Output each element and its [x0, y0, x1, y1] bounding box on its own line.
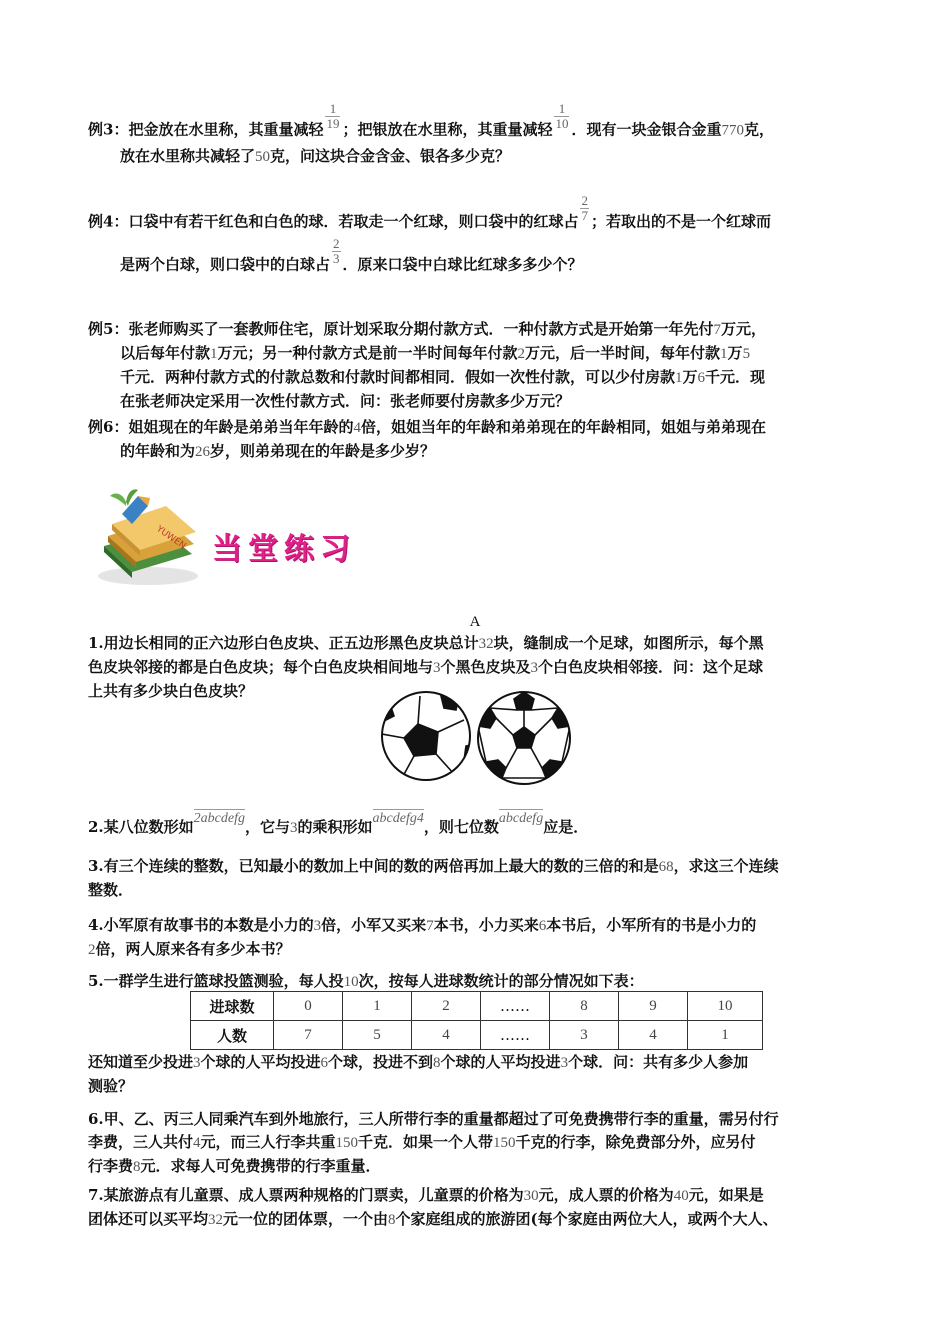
fraction: $\frac{1}{10}$	[555, 101, 569, 131]
problem-5-rest: 还知道至少投进3个球的人平均投进6个球，投进不到8个球的人平均投进3个球．问：共有多少人参加 测验？	[88, 1053, 749, 1095]
example-5-line-1: 例5：张老师购买了一套教师住宅，原计划采取分期付款方式．一种付款方式是开始第一年先付7万元，	[88, 320, 766, 338]
problem-6: 6.甲、乙、丙三人同乘汽车到外地旅行，三人所带行李的重量都超过了可免费携带行李的重量，需另付行 李费，三人共付4元，而三人行李共重150千克．如果一个人带150千克的行李，除免费部分外，应另付 行李费8元．求每人可免费携带的行李重量．	[88, 1110, 779, 1175]
example-3	[88, 101, 863, 169]
example-3-line-2: 放在水里称共减轻了50克，问这块合金含金、银各多少克？	[120, 147, 511, 165]
fraction: $\frac{2}{3}$	[333, 236, 340, 266]
example-4	[88, 193, 863, 280]
problem-5: 5.一群学生进行篮球投篮测验，每人投10次，按每人进球数统计的部分情况如下表：	[88, 972, 644, 990]
example-5	[88, 318, 863, 413]
fraction: $\frac{1}{19}$	[326, 101, 340, 131]
score-table	[190, 991, 763, 1050]
level-label: A	[469, 614, 481, 630]
soccer-ball-front-icon	[478, 692, 570, 784]
example-5-line-4: 在张老师决定采用一次性付款方式．问：张老师要付房款多少万元？	[120, 392, 571, 410]
problem-4: 4.小军原有故事书的本数是小力的3倍，小军又买来7本书，小力买来6本书后，小军所有的书是小力的 2倍，两人原来各有多少本书？	[88, 916, 757, 958]
example-4-line-2: 是两个白球，则口袋中的白球占 $\frac{2}{3}$ ．原来口袋中白球比红球多多少个？	[120, 236, 583, 274]
table-row: 进球数 0 1 2 …… 8 9 10	[191, 992, 763, 1021]
problem-2: 2.某八位数形如2abcdefg，它与3的乘积形如abcdefg4，则七位数abcdefg应是．	[88, 811, 589, 836]
fraction: $\frac{2}{7}$	[581, 193, 588, 223]
example-6-line-1: 例6：姐姐现在的年龄是弟弟当年年龄的4倍，姐姐当年的年龄和弟弟现在的年龄相同，姐姐与弟弟现在	[88, 418, 766, 436]
soccer-ball-side-icon	[380, 692, 476, 780]
table-row: 人数 7 5 4 …… 3 4 1	[191, 1021, 763, 1050]
books-logo-icon	[92, 484, 202, 588]
example-4-line-1: 例4：口袋中有若干红色和白色的球．若取走一个红球，则口袋中的红球占 $\frac{2}{7}$ ；若取出的不是一个红球而	[88, 193, 771, 231]
example-3-line-1: 例3：把金放在水里称，其重量减轻 $\frac{1}{19}$ ；把银放在水里称，其重量减轻 $\frac{1}{10}$ ．现有一块金银合金重770克，	[88, 101, 774, 139]
example-6	[88, 416, 863, 464]
example-5-line-3: 千元．两种付款方式的付款总数和付款时间都相同．假如一次性付款，可以少付房款1万6千元．现	[120, 368, 766, 386]
svg-text:YUWEN: YUWEN	[154, 524, 188, 552]
problem-3: 3.有三个连续的整数，已知最小的数加上中间的数的两倍再加上最大的数的三倍的和是68，求这三个连续 整数．	[88, 857, 779, 899]
soccer-balls-figure	[380, 690, 576, 786]
example-5-line-2: 以后每年付款1万元；另一种付款方式是前一半时间每年付款2万元，后一半时间，每年付款1万5	[120, 344, 751, 362]
example-6-line-2: 的年龄和为26岁，则弟弟现在的年龄是多少岁？	[120, 442, 436, 460]
problem-1: 1.用边长相同的正六边形白色皮块、正五边形黑色皮块总计32块，缝制成一个足球，如图所示，每个黑 色皮块邻接的都是白色皮块；每个白色皮块相间地与3个黑色皮块及3个白色皮块相邻接．问：这个足球 上共有多少块白色皮块？	[88, 634, 764, 700]
section-title: 当堂练习	[212, 532, 356, 567]
problem-7: 7.某旅游点有儿童票、成人票两种规格的门票卖，儿童票的价格为30元，成人票的价格为40元，如果是 团体还可以买平均32元一位的团体票，一个由8个家庭组成的旅游团(每个家庭由两位大人，或两个大人、	[88, 1186, 778, 1228]
